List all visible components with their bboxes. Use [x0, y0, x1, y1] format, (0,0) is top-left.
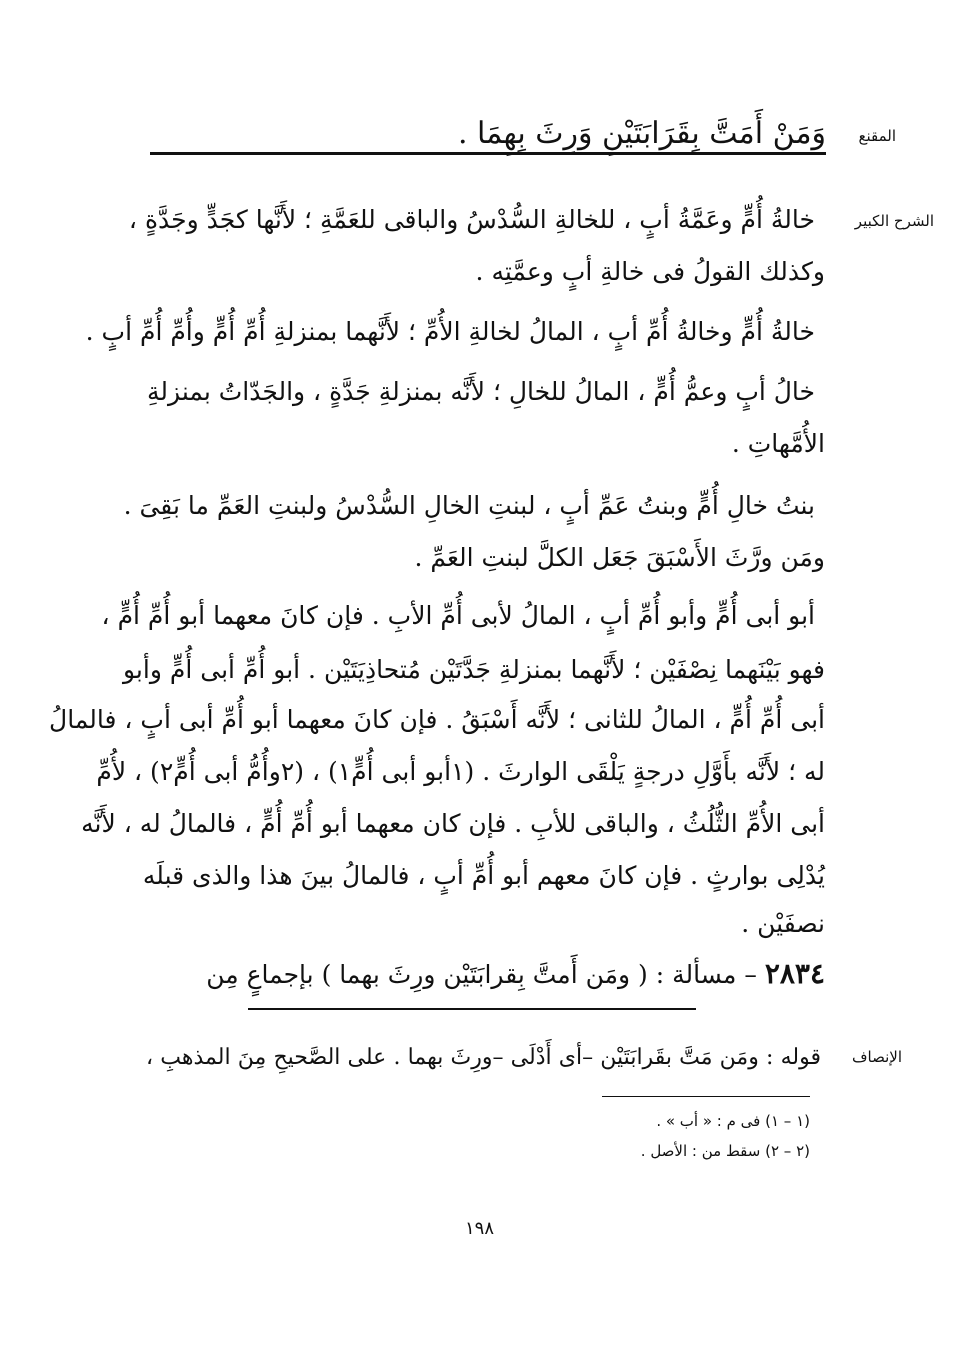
insaf-label: الإنصاف — [851, 1048, 902, 1066]
sharh-line-3: خالةُ أُمٍّ وخالةُ أُمِّ أبٍ ، المالُ لخالةِ الأُمِّ ؛ لأَنَّهما بمنزلةِ أُمِّ أُمٍّ وأُمِّ أُمِّ أبٍ . — [85, 317, 815, 346]
sharh-line-11: له ؛ لأَنَّه بأَوَّلِ درجةٍ يَلْقَى الوارثَ . (١أبو أبى أُمٍّ١) ، (٢وأُمُّ أبى أُمٍّ٢) ، لأُمِّ — [96, 757, 825, 786]
masala-number: ٢٨٣٤ — [764, 957, 825, 990]
masala-line — [140, 954, 825, 1000]
sharh-line-8: أبو أبى أُمٍّ وأبو أُمِّ أبٍ ، المالُ لأبى أُمِّ الأبِ . فإن كانَ معهما أبو أُمِّ أُمٍّ ، — [101, 601, 815, 630]
masala-text: – مسألة : ( ومَن أَمتَّ بِقرابَتَيْن ورِثَ بهما ) بإجماعٍ مِن — [206, 960, 757, 989]
sharh-label: الشرح الكبير — [854, 212, 934, 230]
sharh-line-7: ومَن ورَّثَ الأَسْبَقَ جَعَل الكلَّ لبنتِ العَمِّ . — [414, 543, 825, 572]
insaf-text: قوله : ومَن مَتَّ بقَرابَتَيْن –أى أَدْلَى –ورِثَ بهما . على الصَّحيحِ مِنَ المذهبِ ، — [146, 1045, 821, 1070]
sharh-line-2: وكذلك القولُ فى خالةِ أبٍ وعمَّتِه . — [475, 257, 825, 286]
sharh-line-12: أبى الأُمِّ الثُّلُثُ ، والباقى للأبِ . فإن كان معهما أبو أُمِّ أُمٍّ ، فالمالُ له ، لأَنَّه — [81, 809, 825, 838]
footnote-1: (١ – ١) فى م : « أب » . — [656, 1112, 810, 1130]
footnote-rule — [602, 1096, 810, 1097]
page-number: ١٩٨ — [464, 1218, 494, 1239]
sharh-line-5: الأُمَّهاتِ . — [731, 429, 825, 458]
sharh-line-6: بنتُ خالِ أُمٍّ وبنتُ عَمِّ أبٍ ، لبنتِ الخالِ السُّدْسُ ولبنتِ العَمِّ ما بَقِىَ . — [123, 491, 815, 520]
sharh-line-4: خالُ أبٍ وعمُّ أُمٍّ ، المالُ للخالِ ؛ لأَنَّه بمنزلةِ جَدَّةٍ ، والجَدّاتُ بمنزلةِ — [147, 377, 815, 406]
sharh-line-9: فهو بَيْنَهما نِصْفَيْن ؛ لأَنَّهما بمنزلةِ جَدَّتَيْن مُتحاذِيَتَيْن . أبو أُمِّ أبى أُمٍّ وأبو — [123, 655, 825, 684]
sharh-line-14: نصفَيْن . — [741, 909, 825, 938]
sharh-line-1: خالةُ أُمٍّ وعَمَّةُ أبٍ ، للخالةِ السُّدْسُ والباقى للعَمَّةِ ؛ لأَنَّها كجَدٍّ وجَدَّةٍ ، — [128, 205, 815, 234]
muqni-label: المقنع — [858, 127, 896, 145]
footnote-2: (٢ – ٢) سقط من : الأصل . — [640, 1142, 810, 1160]
separator-rule — [248, 1008, 696, 1010]
muqni-text: وَمَنْ أَمَتَّ بِقَرَابَتَيْنِ وَرِثَ بِهِمَا . — [457, 116, 826, 151]
sharh-line-13: يُدْلِى بوارثٍ . فإن كانَ معهم أبو أُمِّ أبٍ ، فالمالُ بينَ هذا والذى قبلَه — [142, 861, 825, 890]
sharh-line-10: أبى أُمِّ أُمٍّ ، المالُ للثانى ؛ لأَنَّه أَسْبَقُ . فإن كانَ معهما أبو أُمِّ أبى أبٍ ، فالمالُ — [49, 705, 825, 734]
header-rule — [150, 152, 826, 155]
